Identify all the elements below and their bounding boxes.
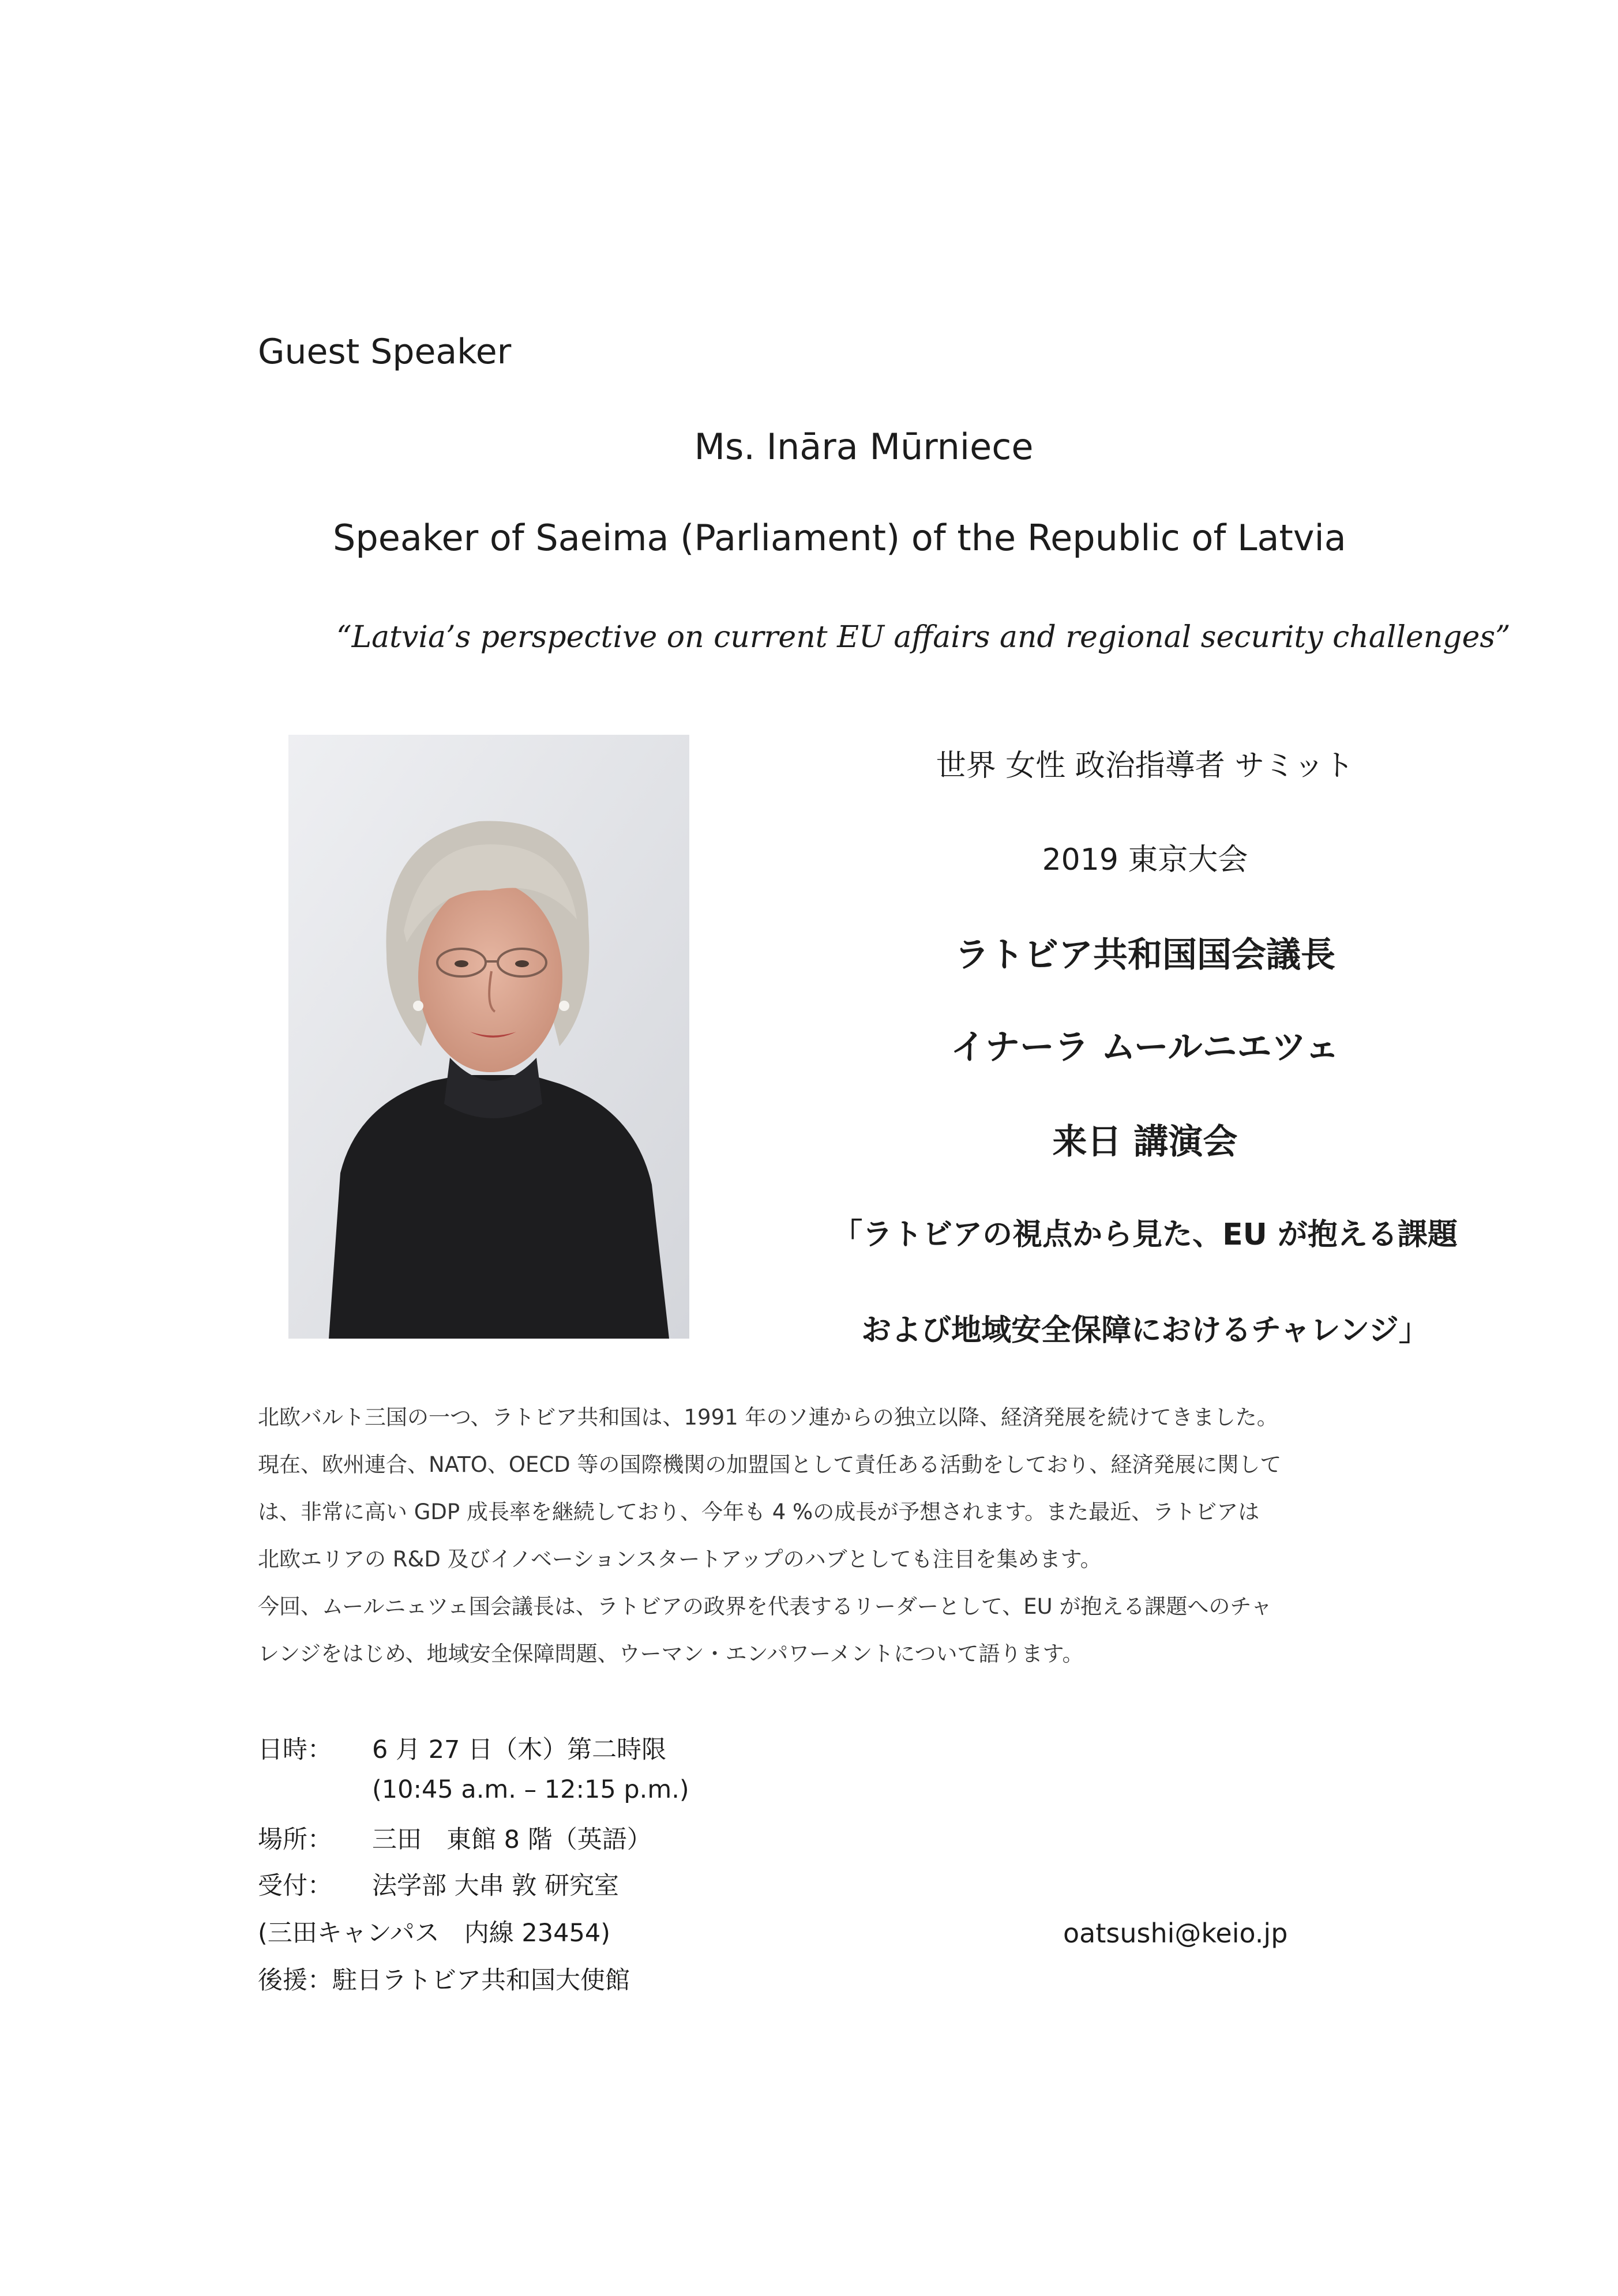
datetime-label: 日時： [258, 1735, 332, 1764]
venue-row [258, 1820, 652, 1855]
portrait-illustration [288, 735, 689, 1339]
description-line: 現在、欧州連合、NATO、OECD 等の国際機関の加盟国として責任ある活動をしており、経済発展に関して [258, 1452, 1282, 1477]
reception-value: 法学部 大串 敦 研究室 [372, 1872, 620, 1900]
lecture-topic: “Latvia’s perspective on current EU affairs and regional security challenges” [336, 620, 1511, 655]
guest-speaker-label: Guest Speaker [258, 332, 512, 372]
campus-extension: (三田キャンパス 内線 23454) [258, 1919, 610, 1948]
support-line: 後援：駐日ラトビア共和国大使館 [258, 1966, 630, 1995]
datetime-value: 6 月 27 日（木）第二時限 [372, 1735, 667, 1764]
reception-label: 受付： [258, 1872, 332, 1900]
jp-event-title: 来日 講演会 [1052, 1122, 1238, 1162]
datetime-row [258, 1730, 666, 1765]
speaker-name: Ms. Ināra Mūrniece [694, 426, 1034, 468]
summit-title: 世界 女性 政治指導者 サミット [936, 749, 1354, 783]
description-line: 今回、ムールニェツェ国会議長は、ラトビアの政界を代表するリーダーとして、EU が抱える課題へのチャ [258, 1594, 1272, 1619]
speaker-portrait [288, 735, 689, 1339]
description-line: レンジをはじめ、地域安全保障問題、ウーマン・エンパワーメントについて語ります。 [258, 1641, 1084, 1666]
reception-row [258, 1866, 619, 1902]
contact-email[interactable]: oatsushi@keio.jp [1063, 1918, 1288, 1949]
jp-topic-line-2: および地域安全保障におけるチャレンジ」 [861, 1313, 1429, 1348]
jp-position: ラトビア共和国国会議長 [955, 935, 1335, 975]
venue-label: 場所： [258, 1825, 332, 1854]
venue-value: 三田 東館 8 階（英語） [372, 1825, 652, 1854]
jp-topic-line-1: 「ラトビアの視点から見た、EU が抱える課題 [832, 1217, 1458, 1252]
time-range: (10:45 a.m. – 12:15 p.m.) [372, 1775, 689, 1804]
jp-speaker-name: イナーラ ムールニエツェ [950, 1027, 1340, 1068]
description-line: は、非常に高い GDP 成長率を継続しており、今年も 4 %の成長が予想されます。また最近、ラトビアは [258, 1500, 1260, 1524]
description-paragraph [258, 1394, 1388, 1678]
description-line: 北欧エリアの R&D 及びイノベーションスタートアップのハブとしても注目を集めます。 [258, 1547, 1102, 1572]
description-line: 北欧バルト三国の一つ、ラトビア共和国は、1991 年のソ連からの独立以降、経済発展を続けてきました。 [258, 1405, 1278, 1430]
conference-title: 2019 東京大会 [1042, 843, 1248, 877]
speaker-title: Speaker of Saeima (Parliament) of the Republic of Latvia [333, 517, 1346, 559]
